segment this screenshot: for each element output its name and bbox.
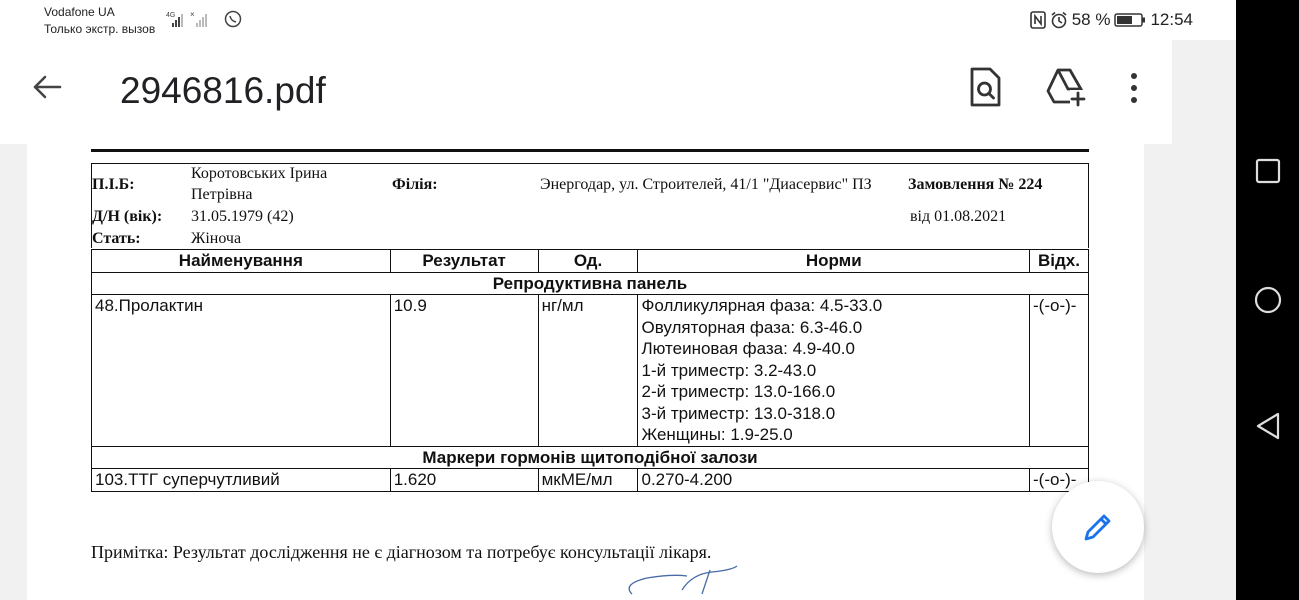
col-header-result: Результат xyxy=(390,250,538,273)
dob-label: Д/Н (вік): xyxy=(92,208,163,225)
more-vert-icon[interactable] xyxy=(1120,68,1148,108)
sex-label: Стать: xyxy=(92,230,141,247)
carrier-name: Vodafone UA xyxy=(44,5,115,19)
signal-bar xyxy=(181,14,183,27)
table-row xyxy=(92,469,1089,492)
order-date: від 01.08.2021 xyxy=(910,208,1007,225)
battery-icon xyxy=(1114,12,1146,28)
col-header-norms: Норми xyxy=(638,250,1030,273)
svg-text:×: × xyxy=(190,10,195,19)
status-bar xyxy=(0,0,1236,40)
patient-info xyxy=(91,163,1089,248)
col-header-unit: Од. xyxy=(538,250,638,273)
test-name: 103.ТТГ суперчутливий xyxy=(92,469,391,492)
file-title: 2946816.pdf xyxy=(120,70,326,111)
pdf-page xyxy=(27,144,1144,600)
table-row xyxy=(92,295,1089,447)
test-result: 1.620 xyxy=(390,469,538,492)
alarm-icon xyxy=(1050,11,1068,29)
drive-add-icon[interactable] xyxy=(1044,66,1086,108)
signal-bar xyxy=(175,20,177,27)
norm-line: Женщины: 1.9-25.0 xyxy=(641,425,793,444)
sex-value: Жіноча xyxy=(191,230,242,247)
norm-line: Лютеиновая фаза: 4.9-40.0 xyxy=(641,339,855,358)
back-triangle-icon[interactable] xyxy=(1254,411,1282,441)
disclaimer-note: Примітка: Результат дослідження не є діагнозом та потребує консультації лікаря. xyxy=(91,542,712,562)
home-circle-icon[interactable] xyxy=(1254,285,1282,315)
norm-line: Фолликулярная фаза: 4.5-33.0 xyxy=(641,296,883,315)
name-label: П.І.Б: xyxy=(92,176,135,193)
order-number: Замовлення № 224 xyxy=(908,176,1043,193)
nav-bar xyxy=(1236,0,1299,600)
branch-value: Энергодар, ул. Строителей, 41/1 "Диасервис" ПЗ xyxy=(540,176,872,193)
branch-label: Філія: xyxy=(392,176,438,193)
search-document-icon[interactable] xyxy=(966,66,1004,108)
results-table xyxy=(91,249,1089,492)
signal-icons xyxy=(166,9,246,29)
app-header xyxy=(0,40,1172,144)
carrier-status: Только экстр. вызов xyxy=(44,22,156,36)
test-norms: 0.270-4.200 xyxy=(638,469,1030,492)
clock: 12:54 xyxy=(1150,10,1193,29)
top-rule xyxy=(91,149,1089,152)
norm-line: 3-й триместр: 13.0-318.0 xyxy=(641,403,836,423)
battery-percent: 58 % xyxy=(1071,10,1111,29)
signal-bar xyxy=(172,23,174,27)
col-header-name: Найменування xyxy=(92,250,391,273)
test-deviation: -(-o-)- xyxy=(1030,469,1089,492)
status-right xyxy=(1030,9,1193,31)
test-result: 10.9 xyxy=(390,295,538,447)
test-deviation: -(-o-)- xyxy=(1030,295,1089,447)
pencil-icon xyxy=(1081,510,1115,544)
section-row xyxy=(92,272,1089,295)
signal-bar xyxy=(178,17,180,27)
no-signal-icon xyxy=(190,10,207,27)
section-title: Маркери гормонів щитоподібної залози xyxy=(92,446,1089,469)
test-name: 48.Пролактин xyxy=(92,295,391,447)
nfc-icon xyxy=(1030,11,1046,29)
edit-fab-button[interactable] xyxy=(1052,481,1144,573)
norm-line: 2-й триместр: 13.0-166.0 xyxy=(641,382,836,401)
test-unit: мкМЕ/мл xyxy=(538,469,638,492)
norm-line: Овуляторная фаза: 6.3-46.0 xyxy=(641,317,863,337)
section-row xyxy=(92,446,1089,469)
viber-icon xyxy=(226,12,241,27)
section-title: Репродуктивна панель xyxy=(92,272,1089,295)
col-header-deviation: Відх. xyxy=(1030,250,1089,273)
test-norms xyxy=(638,295,1030,447)
norm-line: 1-й триместр: 3.2-43.0 xyxy=(641,360,817,380)
signature-icon xyxy=(592,564,752,600)
network-type-label: 4G xyxy=(166,12,176,19)
patient-name-line1: Коротовських Ірина xyxy=(191,165,328,182)
dob-value: 31.05.1979 (42) xyxy=(191,208,294,225)
table-header-row xyxy=(92,250,1089,273)
recents-square-icon[interactable] xyxy=(1254,156,1282,186)
back-arrow-icon[interactable] xyxy=(30,70,64,104)
test-unit: нг/мл xyxy=(538,295,638,447)
patient-name-line2: Петрівна xyxy=(191,186,253,203)
